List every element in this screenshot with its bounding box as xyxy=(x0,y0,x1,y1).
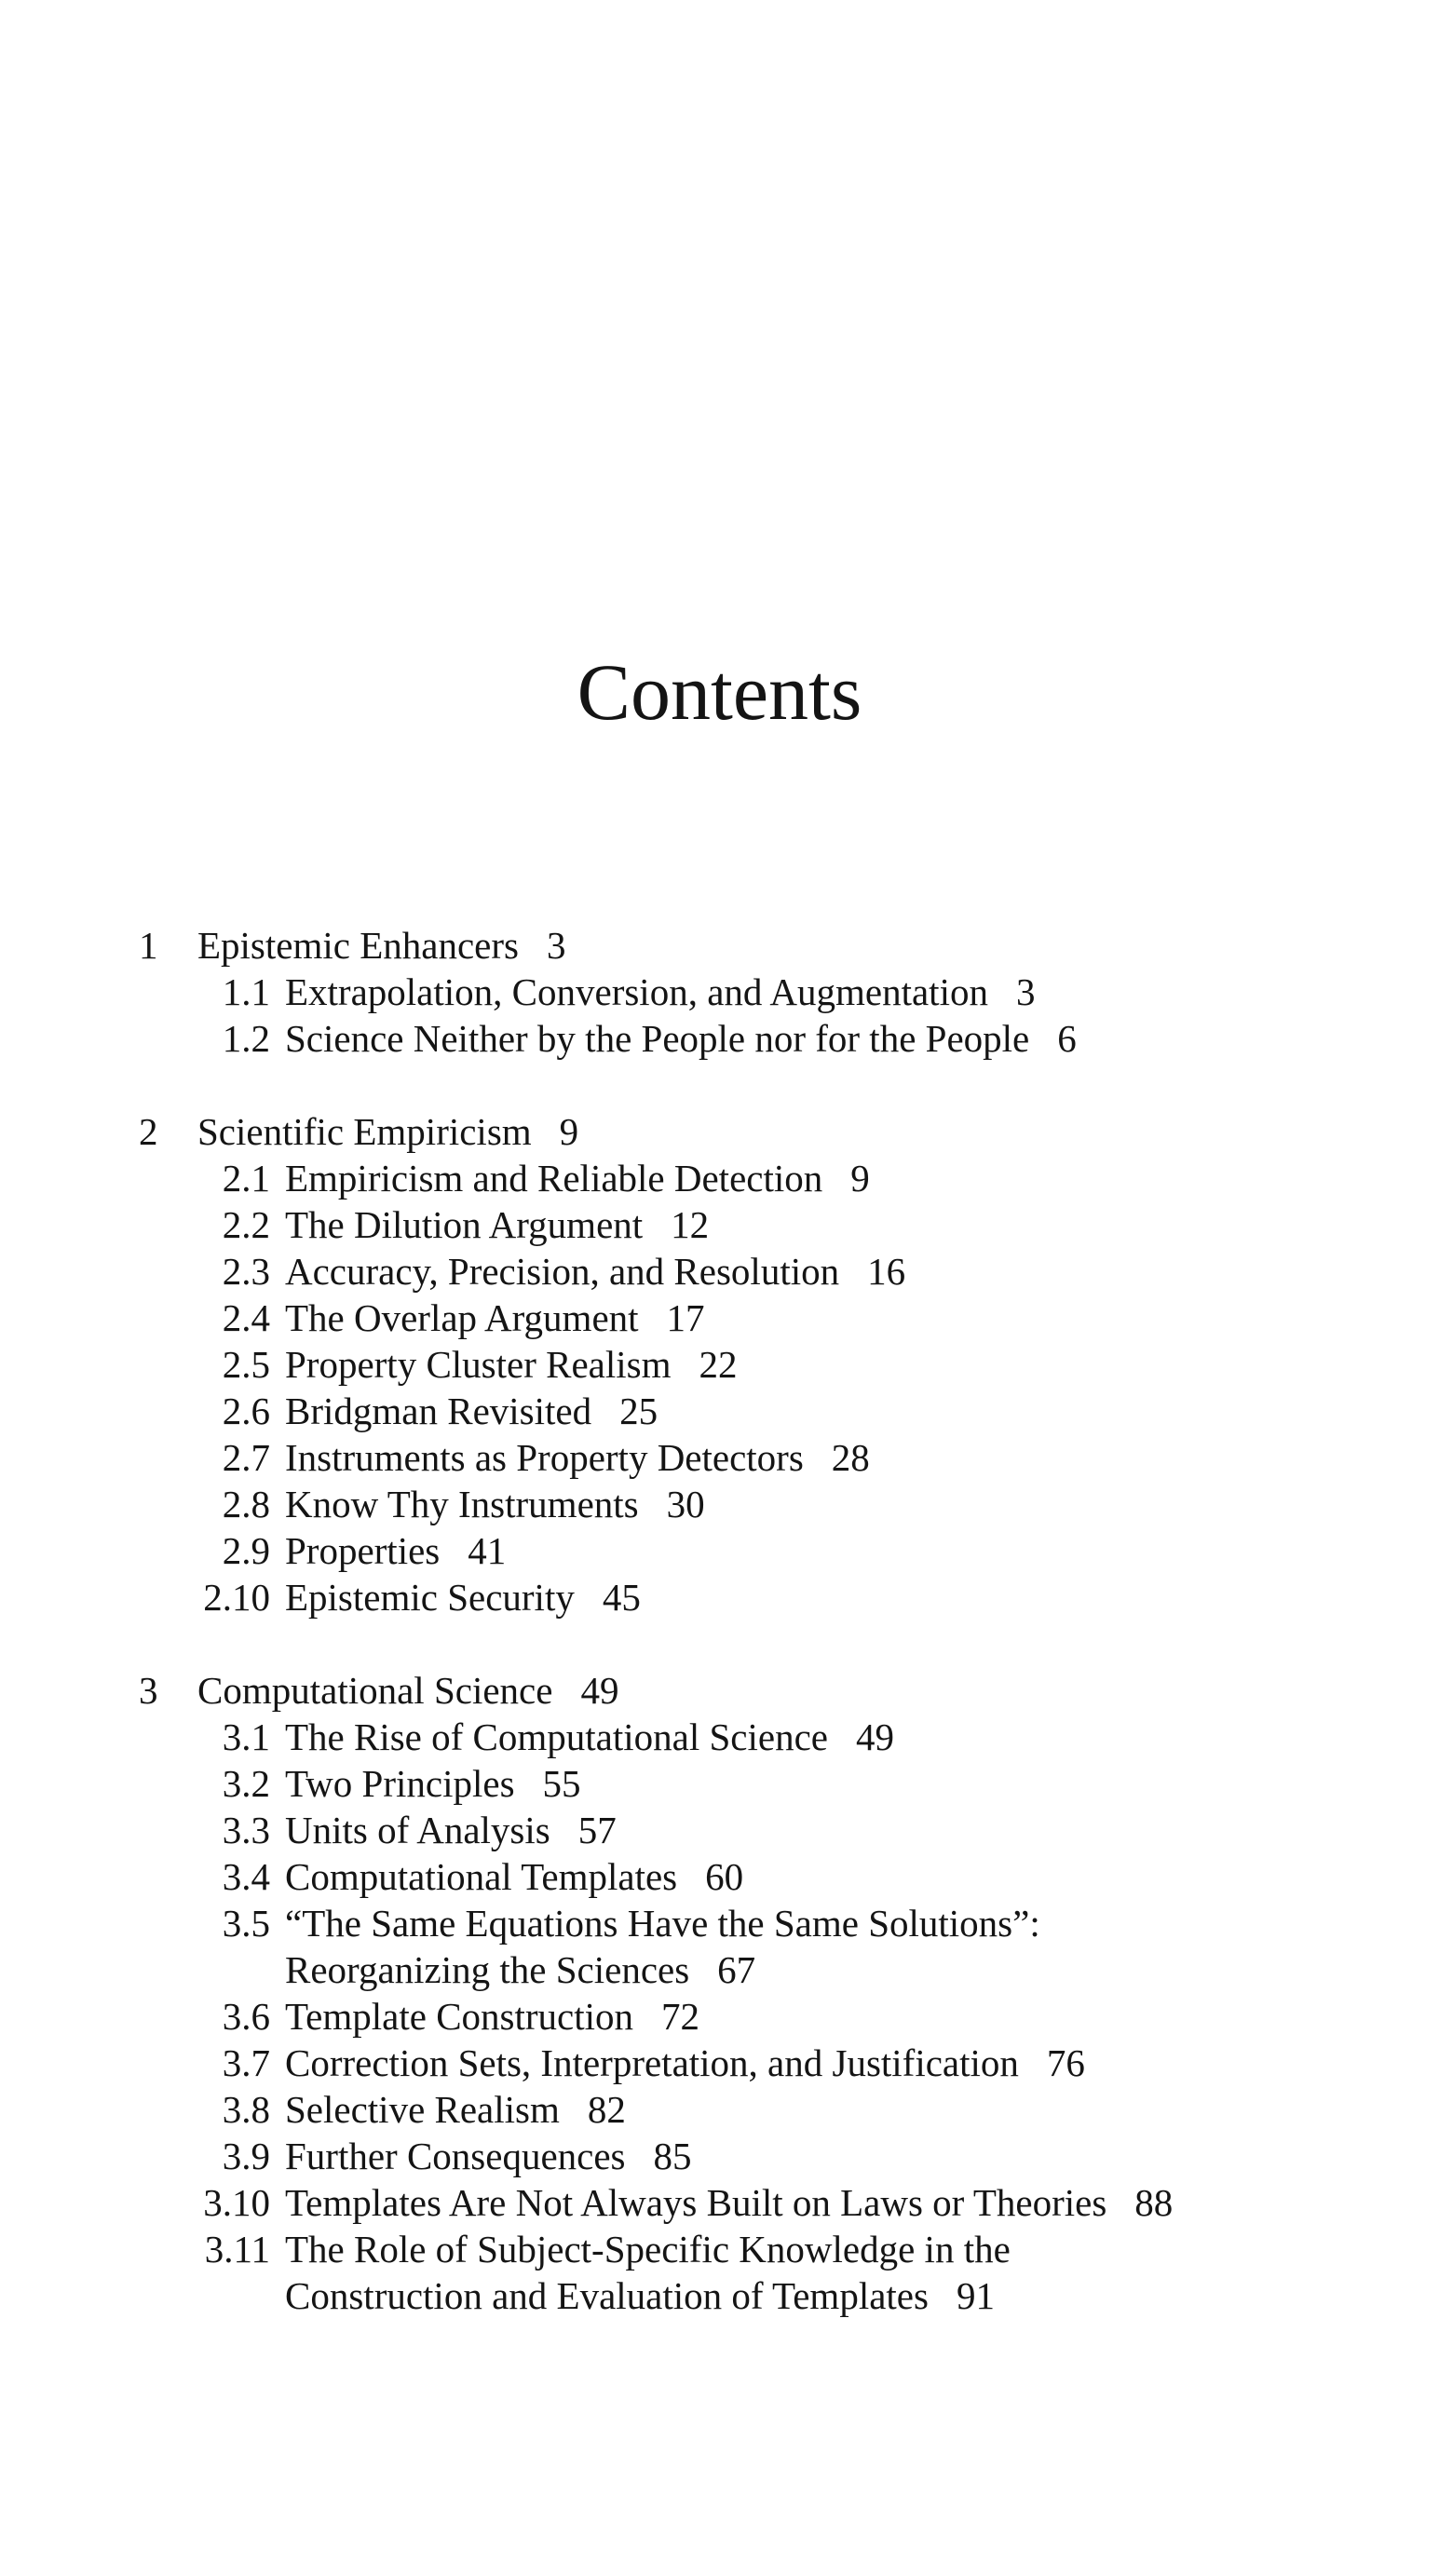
section-number: 1.2 xyxy=(222,1017,270,1060)
toc-section-entry[interactable] xyxy=(0,1341,1439,1388)
toc-section-entry[interactable] xyxy=(0,1900,1439,1946)
section-title: Template Construction xyxy=(285,1995,634,2038)
toc-section-entry[interactable] xyxy=(0,1201,1439,1248)
toc-section-entry[interactable] xyxy=(0,2086,1439,2133)
section-title-group xyxy=(285,2133,692,2179)
section-number: 2.10 xyxy=(203,1576,270,1619)
toc-section-entry[interactable] xyxy=(0,1015,1439,1062)
section-number: 2.3 xyxy=(222,1250,270,1293)
section-title: Properties xyxy=(285,1529,441,1572)
chapter-number: 1 xyxy=(139,924,158,967)
section-title: The Dilution Argument xyxy=(285,1203,644,1246)
section-title: Property Cluster Realism xyxy=(285,1343,672,1386)
section-title-group xyxy=(285,1574,641,1620)
toc-section-entry[interactable] xyxy=(0,1760,1439,1807)
section-title: Science Neither by the People nor for the People xyxy=(285,1017,1030,1060)
section-title-group xyxy=(285,1015,1077,1062)
section-title: Instruments as Property Detectors xyxy=(285,1436,804,1479)
toc-section-entry[interactable] xyxy=(0,2226,1439,2272)
section-number: 3.8 xyxy=(222,2088,270,2131)
section-title-group xyxy=(285,1295,705,1341)
section-title: Units of Analysis xyxy=(285,1809,550,1851)
section-page-number: 45 xyxy=(602,1576,641,1619)
section-number: 3.6 xyxy=(222,1995,270,2038)
toc-section-entry[interactable] xyxy=(0,2133,1439,2179)
chapter-number: 2 xyxy=(139,1110,158,1153)
section-title-group xyxy=(285,1481,705,1527)
section-title-group xyxy=(285,2086,626,2133)
toc-section-entry[interactable] xyxy=(0,1155,1439,1201)
section-title: Accuracy, Precision, and Resolution xyxy=(285,1250,840,1293)
section-title-group xyxy=(285,1201,709,1248)
section-title-group xyxy=(285,1388,658,1434)
section-page-number: 57 xyxy=(577,1809,617,1851)
chapter-title-group xyxy=(197,1667,618,1714)
section-title: Extrapolation, Conversion, and Augmentation xyxy=(285,970,988,1013)
toc-section-entry[interactable] xyxy=(0,1807,1439,1853)
chapter-title-group xyxy=(197,922,565,969)
section-title-group xyxy=(285,1993,699,2040)
section-page-number: 72 xyxy=(661,1995,700,2038)
section-page-number: 17 xyxy=(666,1296,705,1339)
section-number: 2.5 xyxy=(222,1343,270,1386)
section-title: “The Same Equations Have the Same Solutions”: xyxy=(285,1902,1040,1945)
section-number: 3.5 xyxy=(222,1902,270,1945)
section-title: Selective Realism xyxy=(285,2088,560,2131)
section-title-continuation-group xyxy=(285,1946,755,1993)
toc-section-entry[interactable] xyxy=(0,2179,1439,2226)
toc-section-continuation[interactable] xyxy=(0,2272,1439,2319)
section-number: 3.3 xyxy=(222,1809,270,1851)
section-page-number: 3 xyxy=(1015,970,1036,1013)
section-title-group xyxy=(285,1760,581,1807)
section-title: The Rise of Computational Science xyxy=(285,1715,828,1758)
section-title-group xyxy=(285,2179,1173,2226)
section-number: 3.2 xyxy=(222,1762,270,1805)
section-page-number: 12 xyxy=(671,1203,710,1246)
section-title-group xyxy=(285,1434,870,1481)
toc-section-entry[interactable] xyxy=(0,1388,1439,1434)
section-page-number: 41 xyxy=(468,1529,507,1572)
section-title: Empiricism and Reliable Detection xyxy=(285,1157,823,1200)
section-title-continuation: Reorganizing the Sciences xyxy=(285,1948,690,1991)
chapter-page-number: 49 xyxy=(580,1669,619,1712)
chapter-page-number: 9 xyxy=(559,1110,579,1153)
section-number: 1.1 xyxy=(222,970,270,1013)
section-page-number: 25 xyxy=(619,1390,658,1432)
section-page-number: 85 xyxy=(653,2135,692,2177)
section-page-number: 9 xyxy=(850,1157,870,1200)
section-title: Further Consequences xyxy=(285,2135,626,2177)
toc-section-entry[interactable] xyxy=(0,1853,1439,1900)
section-number: 3.7 xyxy=(222,2041,270,2084)
chapter-page-number: 3 xyxy=(546,924,566,967)
section-number: 3.4 xyxy=(222,1855,270,1898)
section-page-number: 76 xyxy=(1046,2041,1085,2084)
toc-section-continuation[interactable] xyxy=(0,1946,1439,1993)
toc-chapter xyxy=(0,1108,1439,1620)
section-page-number: 6 xyxy=(1057,1017,1077,1060)
section-title-group xyxy=(285,2226,1011,2272)
section-number: 2.7 xyxy=(222,1436,270,1479)
table-of-contents xyxy=(0,922,1439,2366)
toc-section-entry[interactable] xyxy=(0,1714,1439,1760)
section-title: Bridgman Revisited xyxy=(285,1390,592,1432)
section-title-group xyxy=(285,1527,506,1574)
section-number: 2.8 xyxy=(222,1483,270,1525)
toc-section-entry[interactable] xyxy=(0,969,1439,1015)
section-page-number: 88 xyxy=(1134,2181,1174,2224)
section-number: 3.9 xyxy=(222,2135,270,2177)
toc-chapter-heading[interactable] xyxy=(0,922,1439,969)
toc-section-entry[interactable] xyxy=(0,1527,1439,1574)
section-title: Know Thy Instruments xyxy=(285,1483,639,1525)
section-page-number: 60 xyxy=(705,1855,744,1898)
toc-chapter xyxy=(0,1667,1439,2319)
toc-chapter-heading[interactable] xyxy=(0,1667,1439,1714)
chapter-number: 3 xyxy=(139,1669,158,1712)
section-number: 2.6 xyxy=(222,1390,270,1432)
toc-section-entry[interactable] xyxy=(0,1434,1439,1481)
section-number: 2.1 xyxy=(222,1157,270,1200)
section-title-group xyxy=(285,1900,1040,1946)
section-title-group xyxy=(285,969,1035,1015)
toc-section-entry[interactable] xyxy=(0,1574,1439,1620)
section-number: 2.9 xyxy=(222,1529,270,1572)
toc-section-entry[interactable] xyxy=(0,2040,1439,2086)
section-title-continuation: Construction and Evaluation of Templates xyxy=(285,2274,929,2317)
page-title: Contents xyxy=(577,647,862,737)
toc-section-entry[interactable] xyxy=(0,1993,1439,2040)
section-number: 3.10 xyxy=(203,2181,270,2224)
section-page-number: 91 xyxy=(956,2274,995,2317)
section-title-group xyxy=(285,1341,738,1388)
section-page-number: 55 xyxy=(542,1762,581,1805)
section-title: Templates Are Not Always Built on Laws or Theories xyxy=(285,2181,1107,2224)
chapter-title-group xyxy=(197,1108,578,1155)
section-page-number: 22 xyxy=(699,1343,738,1386)
section-number: 3.11 xyxy=(204,2228,270,2271)
section-page-number: 82 xyxy=(587,2088,626,2131)
section-number: 3.1 xyxy=(222,1715,270,1758)
toc-chapter-heading[interactable] xyxy=(0,1108,1439,1155)
chapter-title: Epistemic Enhancers xyxy=(197,924,519,967)
section-number: 2.2 xyxy=(222,1203,270,1246)
section-title: Epistemic Security xyxy=(285,1576,575,1619)
toc-section-entry[interactable] xyxy=(0,1481,1439,1527)
section-number: 2.4 xyxy=(222,1296,270,1339)
section-title: The Overlap Argument xyxy=(285,1296,639,1339)
section-title-group xyxy=(285,1714,894,1760)
toc-chapter xyxy=(0,922,1439,1062)
section-title-group xyxy=(285,1807,617,1853)
section-page-number: 49 xyxy=(855,1715,894,1758)
section-page-number: 16 xyxy=(867,1250,906,1293)
section-page-number: 67 xyxy=(717,1948,756,1991)
section-page-number: 30 xyxy=(666,1483,705,1525)
chapter-title: Scientific Empiricism xyxy=(197,1110,532,1153)
section-title-group xyxy=(285,1248,905,1295)
toc-section-entry[interactable] xyxy=(0,1248,1439,1295)
section-page-number: 28 xyxy=(831,1436,870,1479)
section-title: Computational Templates xyxy=(285,1855,678,1898)
chapter-title: Computational Science xyxy=(197,1669,553,1712)
section-title-group xyxy=(285,1853,743,1900)
section-title-continuation-group xyxy=(285,2272,995,2319)
section-title-group xyxy=(285,2040,1085,2086)
section-title: Two Principles xyxy=(285,1762,515,1805)
section-title: Correction Sets, Interpretation, and Justification xyxy=(285,2041,1019,2084)
section-title-group xyxy=(285,1155,870,1201)
section-title: The Role of Subject-Specific Knowledge in the xyxy=(285,2228,1011,2271)
toc-section-entry[interactable] xyxy=(0,1295,1439,1341)
